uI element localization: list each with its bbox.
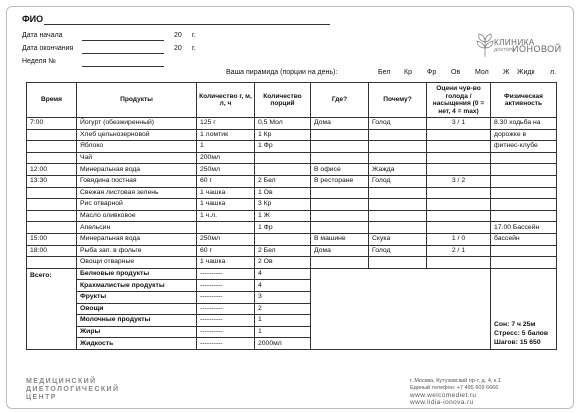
- cell-product[interactable]: Минеральная вода: [77, 164, 197, 176]
- cell-hunger[interactable]: [427, 164, 491, 176]
- cell-where[interactable]: [311, 129, 369, 141]
- cell-amount[interactable]: 1 ч.л.: [197, 210, 255, 222]
- cell-amount[interactable]: 250мл: [197, 233, 255, 245]
- week-field: [22, 58, 222, 68]
- cell-why[interactable]: [369, 222, 427, 234]
- cell-hunger[interactable]: 2 / 1: [427, 245, 491, 257]
- pyramid-protein: Бел: [378, 69, 391, 76]
- cell-hunger[interactable]: [427, 199, 491, 211]
- total-category: Овощи: [77, 303, 197, 315]
- clinic-line: МЕДИЦИНСКИЙ: [26, 378, 97, 385]
- col-where: Где?: [311, 83, 369, 118]
- cell-portions[interactable]: [255, 152, 311, 164]
- clinic-footer: [26, 378, 119, 402]
- cell-time[interactable]: 18:00: [27, 245, 77, 257]
- cell-amount[interactable]: 1: [197, 141, 255, 153]
- col-activity: Физическая активность: [491, 83, 557, 118]
- table-row: [27, 141, 557, 153]
- cell-time[interactable]: 12:00: [27, 164, 77, 176]
- cell-product[interactable]: Яблоко: [77, 141, 197, 153]
- cell-hunger[interactable]: [427, 222, 491, 234]
- pyramid-fruit: Фр: [427, 69, 437, 76]
- cell-activity[interactable]: дорожке в: [491, 129, 557, 141]
- totals-notes: [311, 268, 491, 349]
- logo-line1: КЛИНИКА: [494, 38, 535, 47]
- pyramid-veg: Ов: [451, 69, 461, 76]
- cell-activity[interactable]: [491, 199, 557, 211]
- pyramid-row: [226, 69, 556, 79]
- cell-portions[interactable]: [255, 164, 311, 176]
- cell-time[interactable]: [27, 141, 77, 153]
- cell-activity[interactable]: [491, 245, 557, 257]
- phone-text: Единый телефон: +7 495 609 6666: [410, 385, 499, 391]
- cell-portions[interactable]: 1 Фр: [255, 141, 311, 153]
- table-row: [27, 199, 557, 211]
- pyramid-liquid: Жидк: [517, 69, 535, 76]
- cell-where[interactable]: В офисе: [311, 164, 369, 176]
- cell-why[interactable]: [369, 210, 427, 222]
- cell-amount[interactable]: 1 ломтик: [197, 129, 255, 141]
- total-portions[interactable]: 2: [255, 303, 311, 315]
- cell-time[interactable]: [27, 222, 77, 234]
- total-amount: ----------: [197, 291, 255, 303]
- end-year-suffix: г.: [192, 45, 196, 52]
- contact-footer: [410, 378, 501, 406]
- cell-activity[interactable]: [491, 164, 557, 176]
- cell-why[interactable]: [369, 199, 427, 211]
- logo-line3: ИОНОВОЙ: [512, 44, 562, 54]
- clinic-line: ЦЕНТР: [26, 394, 57, 401]
- cell-product[interactable]: Йогурт (обезжиренный): [77, 118, 197, 130]
- cell-time[interactable]: [27, 152, 77, 164]
- cell-where[interactable]: [311, 152, 369, 164]
- col-why: Почему?: [369, 83, 427, 118]
- week-label: Неделя №: [22, 58, 56, 65]
- cell-activity[interactable]: [491, 187, 557, 199]
- cell-portions[interactable]: 1 Фр: [255, 222, 311, 234]
- daily-summary: [491, 268, 557, 349]
- cell-portions[interactable]: 0,5 Мол: [255, 118, 311, 130]
- cell-why[interactable]: Голод: [369, 118, 427, 130]
- summary-line: Стресс: 5 балов: [494, 329, 548, 337]
- total-amount: ----------: [197, 303, 255, 315]
- cell-portions[interactable]: 3 Кр: [255, 199, 311, 211]
- cell-why[interactable]: Жажда: [369, 164, 427, 176]
- total-amount: ----------: [197, 315, 255, 327]
- total-portions[interactable]: 3: [255, 291, 311, 303]
- total-amount: ----------: [197, 338, 255, 350]
- pyramid-dairy: Мол: [475, 69, 489, 76]
- table-row: [27, 129, 557, 141]
- table-row: [27, 118, 557, 130]
- cell-why[interactable]: [369, 257, 427, 269]
- cell-where[interactable]: В ресторане: [311, 175, 369, 187]
- cell-time[interactable]: [27, 187, 77, 199]
- total-portions[interactable]: 1: [255, 326, 311, 338]
- cell-product[interactable]: Масло оливковое: [77, 210, 197, 222]
- table-row: [27, 152, 557, 164]
- table-row: [27, 257, 557, 269]
- table-row: [27, 245, 557, 257]
- cell-product[interactable]: Свежая листовая зелень: [77, 187, 197, 199]
- fio-label: ФИО: [22, 14, 44, 24]
- cell-where[interactable]: [311, 141, 369, 153]
- totals-row: [27, 268, 557, 280]
- pyramid-liters: л.: [550, 69, 557, 76]
- total-category: Молочные продукты: [77, 315, 197, 327]
- cell-where[interactable]: [311, 257, 369, 269]
- summary-line: Шагов: 15 650: [494, 338, 541, 346]
- cell-product[interactable]: Хлеб цельнозерновой: [77, 129, 197, 141]
- cell-portions[interactable]: 2 Бел: [255, 175, 311, 187]
- end-date-label: Дата окончания: [22, 45, 74, 52]
- week-line[interactable]: [82, 66, 164, 67]
- cell-portions[interactable]: 1 Ов: [255, 187, 311, 199]
- cell-portions[interactable]: 2 Бел: [255, 245, 311, 257]
- cell-hunger[interactable]: [427, 141, 491, 153]
- table-row: [27, 210, 557, 222]
- start-year-suffix: г.: [192, 32, 196, 39]
- cell-where[interactable]: [311, 222, 369, 234]
- cell-product[interactable]: Апельсин: [77, 222, 197, 234]
- total-portions[interactable]: 2000мл: [255, 338, 311, 350]
- cell-amount[interactable]: 1 чашка: [197, 257, 255, 269]
- cell-hunger[interactable]: [427, 152, 491, 164]
- cell-where[interactable]: В машине: [311, 233, 369, 245]
- cell-activity[interactable]: фитнес-клубе: [491, 141, 557, 153]
- site-link-2[interactable]: www.lidia-ionova.ru: [410, 399, 474, 406]
- cell-hunger[interactable]: [427, 129, 491, 141]
- total-category: Крахмалистые продукты: [77, 280, 197, 292]
- cell-why[interactable]: [369, 187, 427, 199]
- cell-hunger[interactable]: [427, 210, 491, 222]
- cell-amount[interactable]: 1 чашка: [197, 187, 255, 199]
- clinic-logo: [474, 38, 562, 64]
- food-diary-table: [26, 82, 557, 350]
- cell-portions[interactable]: 1 Кр: [255, 129, 311, 141]
- cell-why[interactable]: Скука: [369, 233, 427, 245]
- col-products: Продукты: [77, 83, 197, 118]
- cell-why[interactable]: [369, 129, 427, 141]
- cell-time[interactable]: 15:00: [27, 233, 77, 245]
- cell-amount[interactable]: 125 г: [197, 118, 255, 130]
- fio-line[interactable]: [44, 24, 330, 25]
- cell-time[interactable]: 7:00: [27, 118, 77, 130]
- cell-time[interactable]: 13:30: [27, 175, 77, 187]
- cell-activity[interactable]: [491, 175, 557, 187]
- clinic-line: ДИЕТОЛОГИЧЕСКИЙ: [26, 386, 120, 393]
- total-portions[interactable]: 4: [255, 268, 311, 280]
- total-category: Жиры: [77, 326, 197, 338]
- pyramid-label: Ваша пирамида (порции на день):: [226, 69, 338, 76]
- cell-activity[interactable]: 17.00 Бассейн: [491, 222, 557, 234]
- cell-activity[interactable]: [491, 257, 557, 269]
- table-row: [27, 164, 557, 176]
- start-date-label: Дата начала: [22, 32, 63, 39]
- total-category: Жидкость: [77, 338, 197, 350]
- start-date-field: [22, 32, 222, 42]
- table-row: [27, 175, 557, 187]
- cell-activity[interactable]: 8.30 ходьба на: [491, 118, 557, 130]
- cell-product[interactable]: Рис отварной: [77, 199, 197, 211]
- cell-where[interactable]: Дома: [311, 245, 369, 257]
- col-amount: Количество г, м, л, ч: [197, 83, 255, 118]
- col-portions: Количество порций: [255, 83, 311, 118]
- cell-hunger[interactable]: [427, 257, 491, 269]
- total-portions[interactable]: 4: [255, 280, 311, 292]
- col-time: Время: [27, 83, 77, 118]
- cell-hunger[interactable]: [427, 187, 491, 199]
- start-year-num: 20: [174, 32, 182, 39]
- cell-activity[interactable]: [491, 210, 557, 222]
- site-link-1[interactable]: www.welcomediet.ru: [410, 392, 477, 399]
- fio-field: [22, 12, 322, 26]
- cell-time[interactable]: [27, 257, 77, 269]
- cell-product[interactable]: Овощи отварные: [77, 257, 197, 269]
- cell-activity[interactable]: [491, 152, 557, 164]
- cell-portions[interactable]: [255, 233, 311, 245]
- cell-where[interactable]: Дома: [311, 118, 369, 130]
- cell-product[interactable]: Чай: [77, 152, 197, 164]
- cell-amount[interactable]: 1 чашка: [197, 199, 255, 211]
- totals-label: Всего:: [27, 268, 77, 349]
- end-date-field: [22, 45, 222, 55]
- cell-hunger[interactable]: 3 / 2: [427, 175, 491, 187]
- cell-product[interactable]: Говядина постная: [77, 175, 197, 187]
- cell-where[interactable]: [311, 210, 369, 222]
- pyramid-fat: Ж: [503, 69, 510, 76]
- cell-why[interactable]: [369, 152, 427, 164]
- cell-activity[interactable]: бассейн: [491, 233, 557, 245]
- cell-hunger[interactable]: 3 / 1: [427, 118, 491, 130]
- col-hunger: Оцени чув-во голода / насыщения (0 = нет, 4 = max): [427, 83, 491, 118]
- end-year-num: 20: [174, 45, 182, 52]
- logo-line2: ДОКТОРА: [494, 47, 515, 52]
- table-header-row: [27, 83, 557, 118]
- pyramid-starch: Кр: [404, 69, 412, 76]
- summary-line: Сон: 7 ч 25м: [494, 320, 536, 328]
- total-category: Белковые продукты: [77, 268, 197, 280]
- cell-amount[interactable]: 60 г: [197, 175, 255, 187]
- cell-where[interactable]: [311, 187, 369, 199]
- cell-product[interactable]: Минеральная вода: [77, 233, 197, 245]
- cell-why[interactable]: Голод: [369, 245, 427, 257]
- total-portions[interactable]: 1: [255, 315, 311, 327]
- start-date-line[interactable]: [82, 40, 164, 41]
- cell-why[interactable]: [369, 141, 427, 153]
- cell-time[interactable]: [27, 210, 77, 222]
- total-category: Фрукты: [77, 291, 197, 303]
- cell-amount[interactable]: 250мл: [197, 164, 255, 176]
- address-text: г. Москва, Кутузовский пр-т, д. 4, к.1: [410, 378, 501, 384]
- cell-amount[interactable]: 60 г: [197, 245, 255, 257]
- cell-amount[interactable]: 200мл: [197, 152, 255, 164]
- table-row: [27, 222, 557, 234]
- cell-amount[interactable]: [197, 222, 255, 234]
- flower-logo-icon: [474, 32, 496, 58]
- end-date-line[interactable]: [82, 53, 164, 54]
- cell-hunger[interactable]: 1 / 0: [427, 233, 491, 245]
- table-row: [27, 187, 557, 199]
- total-amount: ----------: [197, 268, 255, 280]
- cell-why[interactable]: Голод: [369, 175, 427, 187]
- total-amount: ----------: [197, 326, 255, 338]
- total-amount: ----------: [197, 280, 255, 292]
- cell-product[interactable]: Рыба зап. в фольге: [77, 245, 197, 257]
- cell-portions[interactable]: 1 Ж: [255, 210, 311, 222]
- cell-time[interactable]: [27, 129, 77, 141]
- table-row: [27, 233, 557, 245]
- cell-where[interactable]: [311, 199, 369, 211]
- cell-time[interactable]: [27, 199, 77, 211]
- cell-portions[interactable]: 2 Ов: [255, 257, 311, 269]
